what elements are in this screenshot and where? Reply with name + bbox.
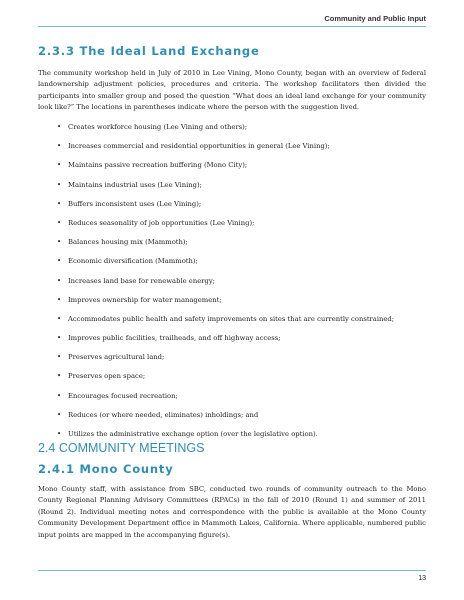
bullet-icon: •	[57, 372, 62, 381]
page-number: 13	[418, 575, 426, 582]
list-item-text: Balances housing mix (Mammoth);	[68, 238, 188, 247]
bullet-icon: •	[57, 218, 62, 227]
bullet-icon: •	[57, 314, 62, 323]
section-heading-2-4: 2.4 COMMUNITY MEETINGS	[38, 441, 205, 455]
list-item-text: Preserves open space;	[68, 372, 146, 381]
bullet-icon: •	[57, 142, 62, 151]
list-item	[58, 181, 428, 200]
list-item	[58, 257, 428, 276]
list-item-text: Increases commercial and residential opportunities in general (Lee Vining);	[68, 142, 330, 151]
list-item	[58, 411, 428, 430]
list-item-text: Maintains industrial uses (Lee Vining);	[68, 180, 202, 189]
list-item	[58, 123, 428, 142]
list-item-text: Economic diversification (Mammoth);	[68, 257, 198, 266]
list-item-text: Buffers inconsistent uses (Lee Vining);	[68, 199, 202, 208]
intro-paragraph: The community workshop held in July of 2010 in Lee Vining, Mono County, began with an overview of federal landownership adjustment policies, procedures and criteria. The workshop facilitators then divided the participants into smaller group and posed the question “What does an ideal land exchange for your community look like?” The locations in parentheses indicate where the person with the suggestion lived.	[38, 69, 426, 112]
suggestion-list	[58, 123, 428, 449]
bullet-icon: •	[57, 199, 62, 208]
list-item	[58, 334, 428, 353]
list-item	[58, 372, 428, 391]
list-item-text: Creates workforce housing (Lee Vining and others);	[68, 123, 248, 131]
mono-county-paragraph: Mono County staff, with assistance from SBC, conducted two rounds of community outreach to the Mono County Regional Planning Advisory Committees (RPACs) in the fall of 2010 (Round 1) and summer of 2011 (Round 2). Individual meeting notes and correspondence with the public is available at the Mono County Community Development Department office in Mammoth Lakes, California. Where applicable, numbered public input points are mapped in the accompanying figure(s).	[38, 485, 426, 539]
bullet-icon: •	[57, 391, 62, 400]
list-item-text: Reduces (or where needed, eliminates) inholdings; and	[68, 410, 259, 419]
list-item-text: Utilizes the administrative exchange option (over the legislative option).	[68, 430, 318, 438]
list-item	[58, 142, 428, 161]
list-item	[58, 315, 428, 334]
list-item-text: Improves ownership for water management;	[68, 295, 222, 304]
list-item	[58, 296, 428, 315]
bullet-icon: •	[57, 334, 62, 343]
section-heading-2-3-3: 2.3.3 The Ideal Land Exchange	[38, 44, 260, 58]
list-item	[58, 277, 428, 296]
bullet-icon: •	[57, 123, 62, 131]
list-item-text: Preserves agricultural land;	[68, 353, 165, 362]
list-item	[58, 353, 428, 372]
section-heading-2-4-1: 2.4.1 Mono County	[38, 462, 174, 476]
list-item-text: Maintains passive recreation buffering (Mono City);	[68, 161, 248, 170]
bullet-icon: •	[57, 276, 62, 285]
list-item	[58, 392, 428, 411]
bullet-icon: •	[57, 180, 62, 189]
bullet-icon: •	[57, 238, 62, 247]
list-item-text: Improves public facilities, trailheads, and off highway access;	[68, 334, 281, 343]
list-item	[58, 219, 428, 238]
list-item	[58, 161, 428, 180]
list-item	[58, 200, 428, 219]
list-item-text: Encourages focused recreation;	[68, 391, 178, 400]
header-divider	[38, 26, 426, 27]
footer-divider	[38, 570, 426, 571]
bullet-icon: •	[57, 353, 62, 362]
list-item-text: Accommodates public health and safety improvements on sites that are currently constrained;	[68, 314, 395, 323]
bullet-icon: •	[57, 410, 62, 419]
bullet-icon: •	[57, 295, 62, 304]
bullet-icon: •	[57, 257, 62, 266]
bullet-icon: •	[57, 161, 62, 170]
list-item-text: Increases land base for renewable energy;	[68, 276, 215, 285]
list-item-text: Reduces seasonality of job opportunities (Lee Vining);	[68, 218, 255, 227]
running-header: Community and Public Input	[324, 14, 426, 23]
bullet-icon: •	[57, 430, 62, 438]
list-item	[58, 238, 428, 257]
